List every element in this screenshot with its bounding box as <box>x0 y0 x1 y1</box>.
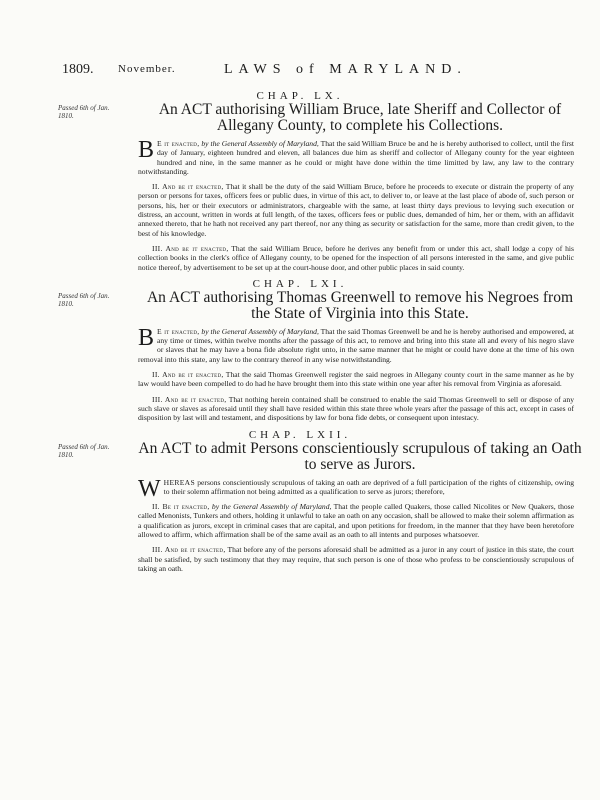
enacting-clause: II. Be it enacted, <box>152 502 210 512</box>
margin-note: Passed 6th of Jan. 1810. <box>58 442 110 459</box>
drop-cap: W <box>138 475 161 502</box>
page-year: 1809. <box>62 62 94 77</box>
act-body <box>138 139 574 272</box>
section-paragraph <box>138 324 574 364</box>
section-paragraph <box>138 244 574 272</box>
act-chap-61 <box>18 278 582 423</box>
section-text: That the said William Bruce be and he is hereby authorised to collect, until the first day of January, eighteen hundred and eleven, all balances due him as sheriff and collector of Allegany county for the year eighteen hundred and nine, in the same manner as he could or might have done within the time limitted by law, any law to the contrary notwithstanding. <box>138 139 574 176</box>
act-body <box>138 324 574 423</box>
margin-note: Passed 6th of Jan. 1810. <box>58 291 110 308</box>
section-text: That nothing herein contained shall be construed to enable the said Thomas Greenwell to sell or dispose of any such slave or slaves as aforesaid until they shall have resided within this state three whole years after the passage of this act, except in cases of disposition by last will and testament, and dispositions by law for bona fide debts, or consequent upon intestacy. <box>138 394 574 423</box>
enacting-clause: III. And be it enacted, <box>152 545 226 555</box>
section-text: That the said William Bruce, before he derives any benefit from or under this act, shall lodge a copy of his collection books in the clerk's office of Allegany county, to be opened for the inspection of all persons interested in the same, and give public notice thereof, by advertisement to be set up at the court-house door, and other public places in said county. <box>138 243 574 272</box>
enacting-clause: E it enacted, <box>157 326 200 336</box>
running-head <box>62 62 582 82</box>
enacting-clause: HEREAS <box>163 477 195 487</box>
section-paragraph <box>138 139 574 176</box>
act-title: An ACT authorising Thomas Greenwell to remove his Negroes from the State of Virginia into this State. <box>146 288 574 322</box>
chapter-number: CHAP. LXI. <box>252 277 348 290</box>
enacting-authority: by the General Assembly of Maryland, <box>209 502 332 512</box>
section-paragraph <box>138 502 574 539</box>
section-paragraph <box>138 370 574 389</box>
act-body <box>138 475 575 574</box>
enacting-clause: II. And be it enacted, <box>152 370 224 380</box>
enacting-authority: by the General Assembly of Maryland, <box>199 139 319 148</box>
section-text: That the people called Quakers, those called Nicolites or New Quakers, those called Menonists, Tunkers and others, holding it unlawful to take an oath on any occasion, shall be allowed to make their solemn affirmation as a qualification as jurors, except in criminal cases that are capital, and upon petitions for freedom, in the manner that they have been heretofore allowed to affirm, which affirmation shall be of the same avail as an oath to all intents and purposes whatsoever. <box>138 502 575 540</box>
act-title: An ACT to admit Persons conscientiously scrupulous of taking an Oath to serve as Jurors. <box>138 439 582 473</box>
acts-container <box>18 90 582 573</box>
act-chap-62 <box>18 429 582 574</box>
enacting-clause: E it enacted, <box>157 139 200 148</box>
chapter-number: CHAP. LX. <box>256 90 344 102</box>
enacting-clause: III. And be it enacted, <box>152 243 229 253</box>
enacting-authority: by the General Assembly of Maryland, <box>199 326 319 336</box>
section-text: That the said Thomas Greenwell be and he is hereby authorised and empowered, at any time or times, within twelve months after the passage of this act, to remove and bring into this state all and every of his negro slave or slaves that he may have a bona fide absolute right unto, in the same manner that he might or could have done at the time of his own removal into this state, any law to the contrary thereof in any wise notwithstanding. <box>138 326 574 364</box>
chapter-number: CHAP. LXII. <box>248 428 352 441</box>
enacting-clause: II. And be it enacted, <box>152 182 224 192</box>
drop-cap: B <box>138 137 155 163</box>
page-title: LAWS of MARYLAND. <box>224 62 467 77</box>
section-text: That it shall be the duty of the said William Bruce, before he proceeds to execute or distrain the property of any person or persons for taxes, officers fees or public dues, in virtue of this act, to deliver to, or leave at the last place of abode of, such person or persons, his, her or their executors or administrators, chargeable with the same, at least thirty days previous to levying such execution or distress, an account, written in words at full length, of the taxes, officers fees or public dues, demanded of him, her or them, with an affidavit annexed thereto, that he hath not received any part thereof, nor any thing as security or satisfaction for the same, more than credit given, to the best of his knowledge. <box>138 182 574 238</box>
drop-cap: B <box>138 324 155 351</box>
section-text: That before any of the persons aforesaid shall be admitted as a juror in any court of justice in this state, the court shall be satisfied, by such testimony that they may require, that such person is one of those who profess to be conscientiously scrupulous of taking an oath. <box>138 545 574 573</box>
section-paragraph <box>138 182 574 238</box>
act-title: An ACT authorising William Bruce, late Sheriff and Collector of Allegany County, to complete his Collections. <box>158 101 562 134</box>
act-chap-60 <box>18 90 582 272</box>
section-paragraph <box>138 395 574 423</box>
margin-note: Passed 6th of Jan. 1810. <box>58 104 110 120</box>
enacting-clause: III. And be it enacted, <box>152 394 227 404</box>
section-paragraph <box>138 475 574 502</box>
section-text: persons conscientiously scrupulous of taking an oath are deprived of a full participation of the rights of citizenship, owing to their solemn affirmation not being admitted as a qualification to serve as jurors; therefore, <box>163 477 574 496</box>
section-paragraph <box>138 545 574 573</box>
page-month: November. <box>118 63 176 75</box>
section-text: That the said Thomas Greenwell register the said negroes in Allegany county court in the same manner as he by law would have been compelled to do had he have brought them into this state within one year after his removal from Virginia as aforesaid. <box>138 370 574 389</box>
